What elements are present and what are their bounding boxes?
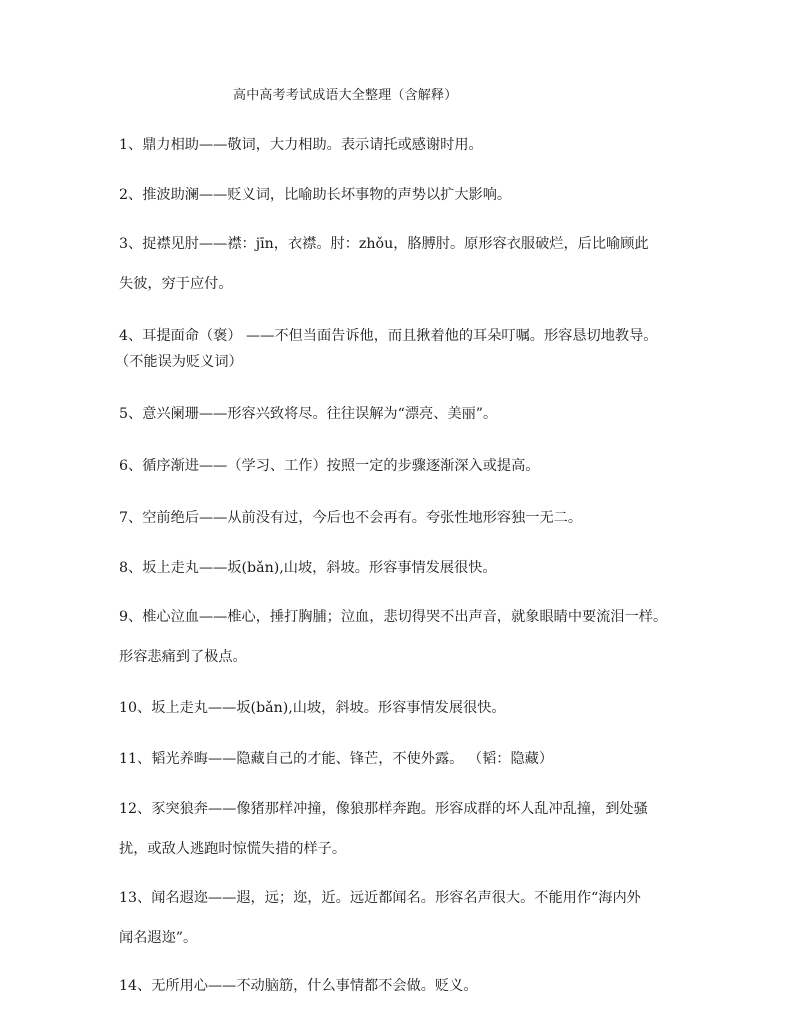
idiom-entry-2 <box>119 181 709 209</box>
idiom-entry-14 <box>119 972 709 1000</box>
entry-text: 9、椎心泣血——椎心，捶打胸脯；泣血，悲切得哭不出声音，就象眼睛中要流泪一样。 <box>119 609 668 625</box>
idiom-entry-13 <box>119 884 709 952</box>
entry-text-continued: 闻名遐迩”。 <box>119 930 198 946</box>
idiom-entry-1 <box>119 131 709 159</box>
entry-text-continued: 扰，或敌人逃跑时惊慌失措的样子。 <box>119 841 347 857</box>
idiom-entry-3 <box>119 230 709 298</box>
entry-text: 7、空前绝后——从前没有过，今后也不会再有。夸张性地形容独一无二。 <box>119 510 583 526</box>
entry-text-continued: 失彼，穷于应付。 <box>119 276 233 292</box>
idiom-entry-5 <box>119 400 709 428</box>
entry-text: 12、豕突狼奔——像猪那样冲撞，像狼那样奔跑。形容成群的坏人乱冲乱撞，到处骚 <box>119 801 648 817</box>
entry-text: 2、推波助澜——贬义词，比喻助长坏事物的声势以扩大影响。 <box>119 187 512 203</box>
idiom-entry-4 <box>115 322 709 376</box>
idiom-entry-10 <box>119 694 709 722</box>
entry-text: 4、耳提面命（褒） ——不但当面告诉他，而且揪着他的耳朵叮嘱。形容恳切地教导。 <box>119 328 658 344</box>
idiom-entry-6 <box>119 452 709 480</box>
page-title: 高中高考考试成语大全整理（含解释） <box>233 88 458 103</box>
entry-text: 1、鼎力相助——敬词，大力相助。表示请托或感谢时用。 <box>119 137 483 153</box>
entry-text: 3、捉襟见肘——襟：jīn，衣襟。肘：zhǒu，胳膊肘。原形容衣服破烂，后比喻顾此 <box>119 236 649 252</box>
entry-text: 11、韬光养晦——隐藏自己的才能、锋芒，不使外露。 （韬：隐藏） <box>119 751 554 767</box>
idiom-entry-7 <box>119 504 709 532</box>
idiom-entry-11 <box>119 745 709 773</box>
entry-text-continued: 形容悲痛到了极点。 <box>119 649 247 665</box>
idiom-entry-12 <box>119 795 709 863</box>
entry-text: 13、闻名遐迩——遐，远；迩，近。远近都闻名。形容名声很大。不能用作“海内外 <box>119 890 641 906</box>
entry-text: 6、循序渐进——（学习、工作）按照一定的步骤逐渐深入或提高。 <box>119 458 540 474</box>
entry-text: 14、无所用心——不动脑筋，什么事情都不会做。贬义。 <box>119 978 478 994</box>
idiom-entry-9 <box>119 603 709 671</box>
entry-text-continued: （不能误为贬义词） <box>115 354 243 370</box>
idiom-entry-8 <box>119 554 709 582</box>
entry-text: 8、坂上走丸——坂(bǎn),山坡，斜坡。形容事情发展很快。 <box>119 560 497 576</box>
entry-text: 10、坂上走丸——坂(bǎn),山坡，斜坡。形容事情发展很快。 <box>119 700 506 716</box>
entry-text: 5、意兴阑珊——形容兴致将尽。往往误解为“漂亮、美丽”。 <box>119 406 498 422</box>
